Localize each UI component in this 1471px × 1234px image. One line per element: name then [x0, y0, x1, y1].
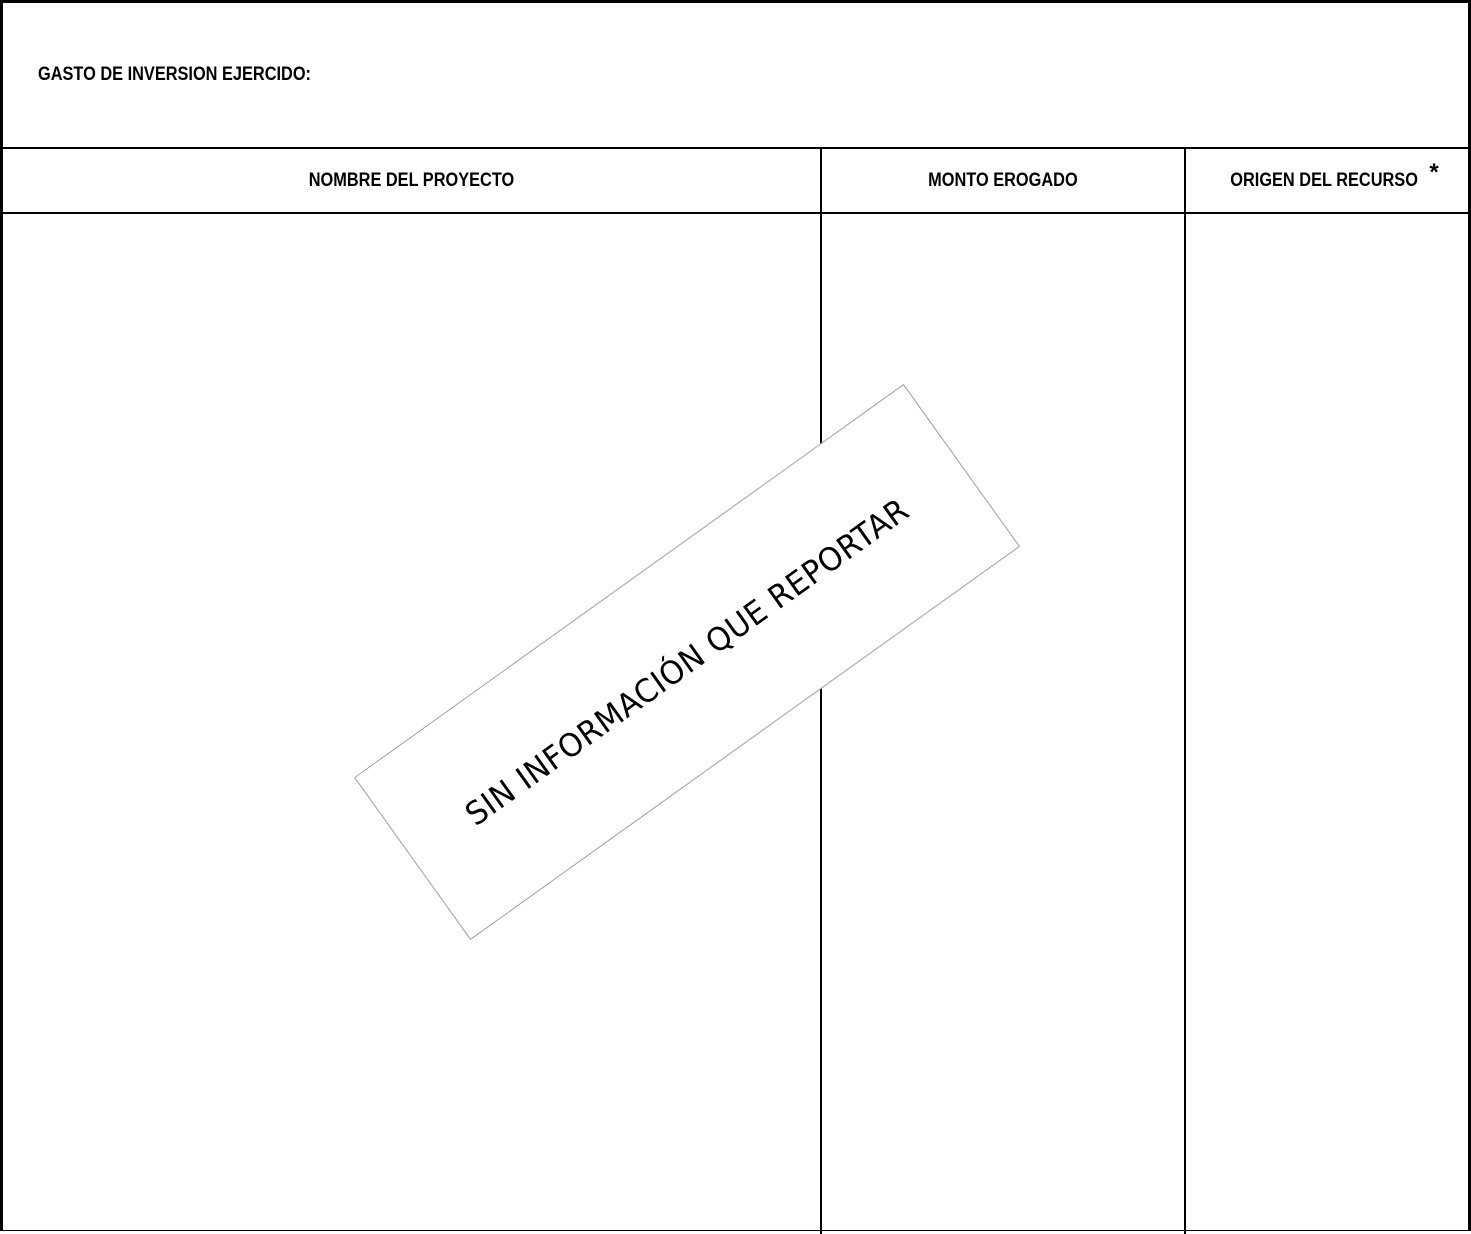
- footnote-asterisk: *: [1429, 158, 1439, 186]
- column-divider: [1184, 149, 1186, 1234]
- stamp-text: SIN INFORMACIÓN QUE REPORTAR: [458, 490, 916, 834]
- column-divider: [820, 149, 822, 1234]
- column-header-label: ORIGEN DEL RECURSO: [1230, 169, 1419, 191]
- table-header: [3, 149, 1468, 214]
- column-header-label: MONTO EROGADO: [928, 169, 1078, 191]
- page-title: GASTO DE INVERSION EJERCIDO:: [38, 64, 311, 85]
- column-header-resource-origin: [1186, 149, 1468, 212]
- column-header-label: NOMBRE DEL PROYECTO: [308, 169, 515, 191]
- column-header-project-name: [3, 149, 820, 212]
- column-header-amount: [822, 149, 1184, 212]
- title-row: [3, 3, 1468, 149]
